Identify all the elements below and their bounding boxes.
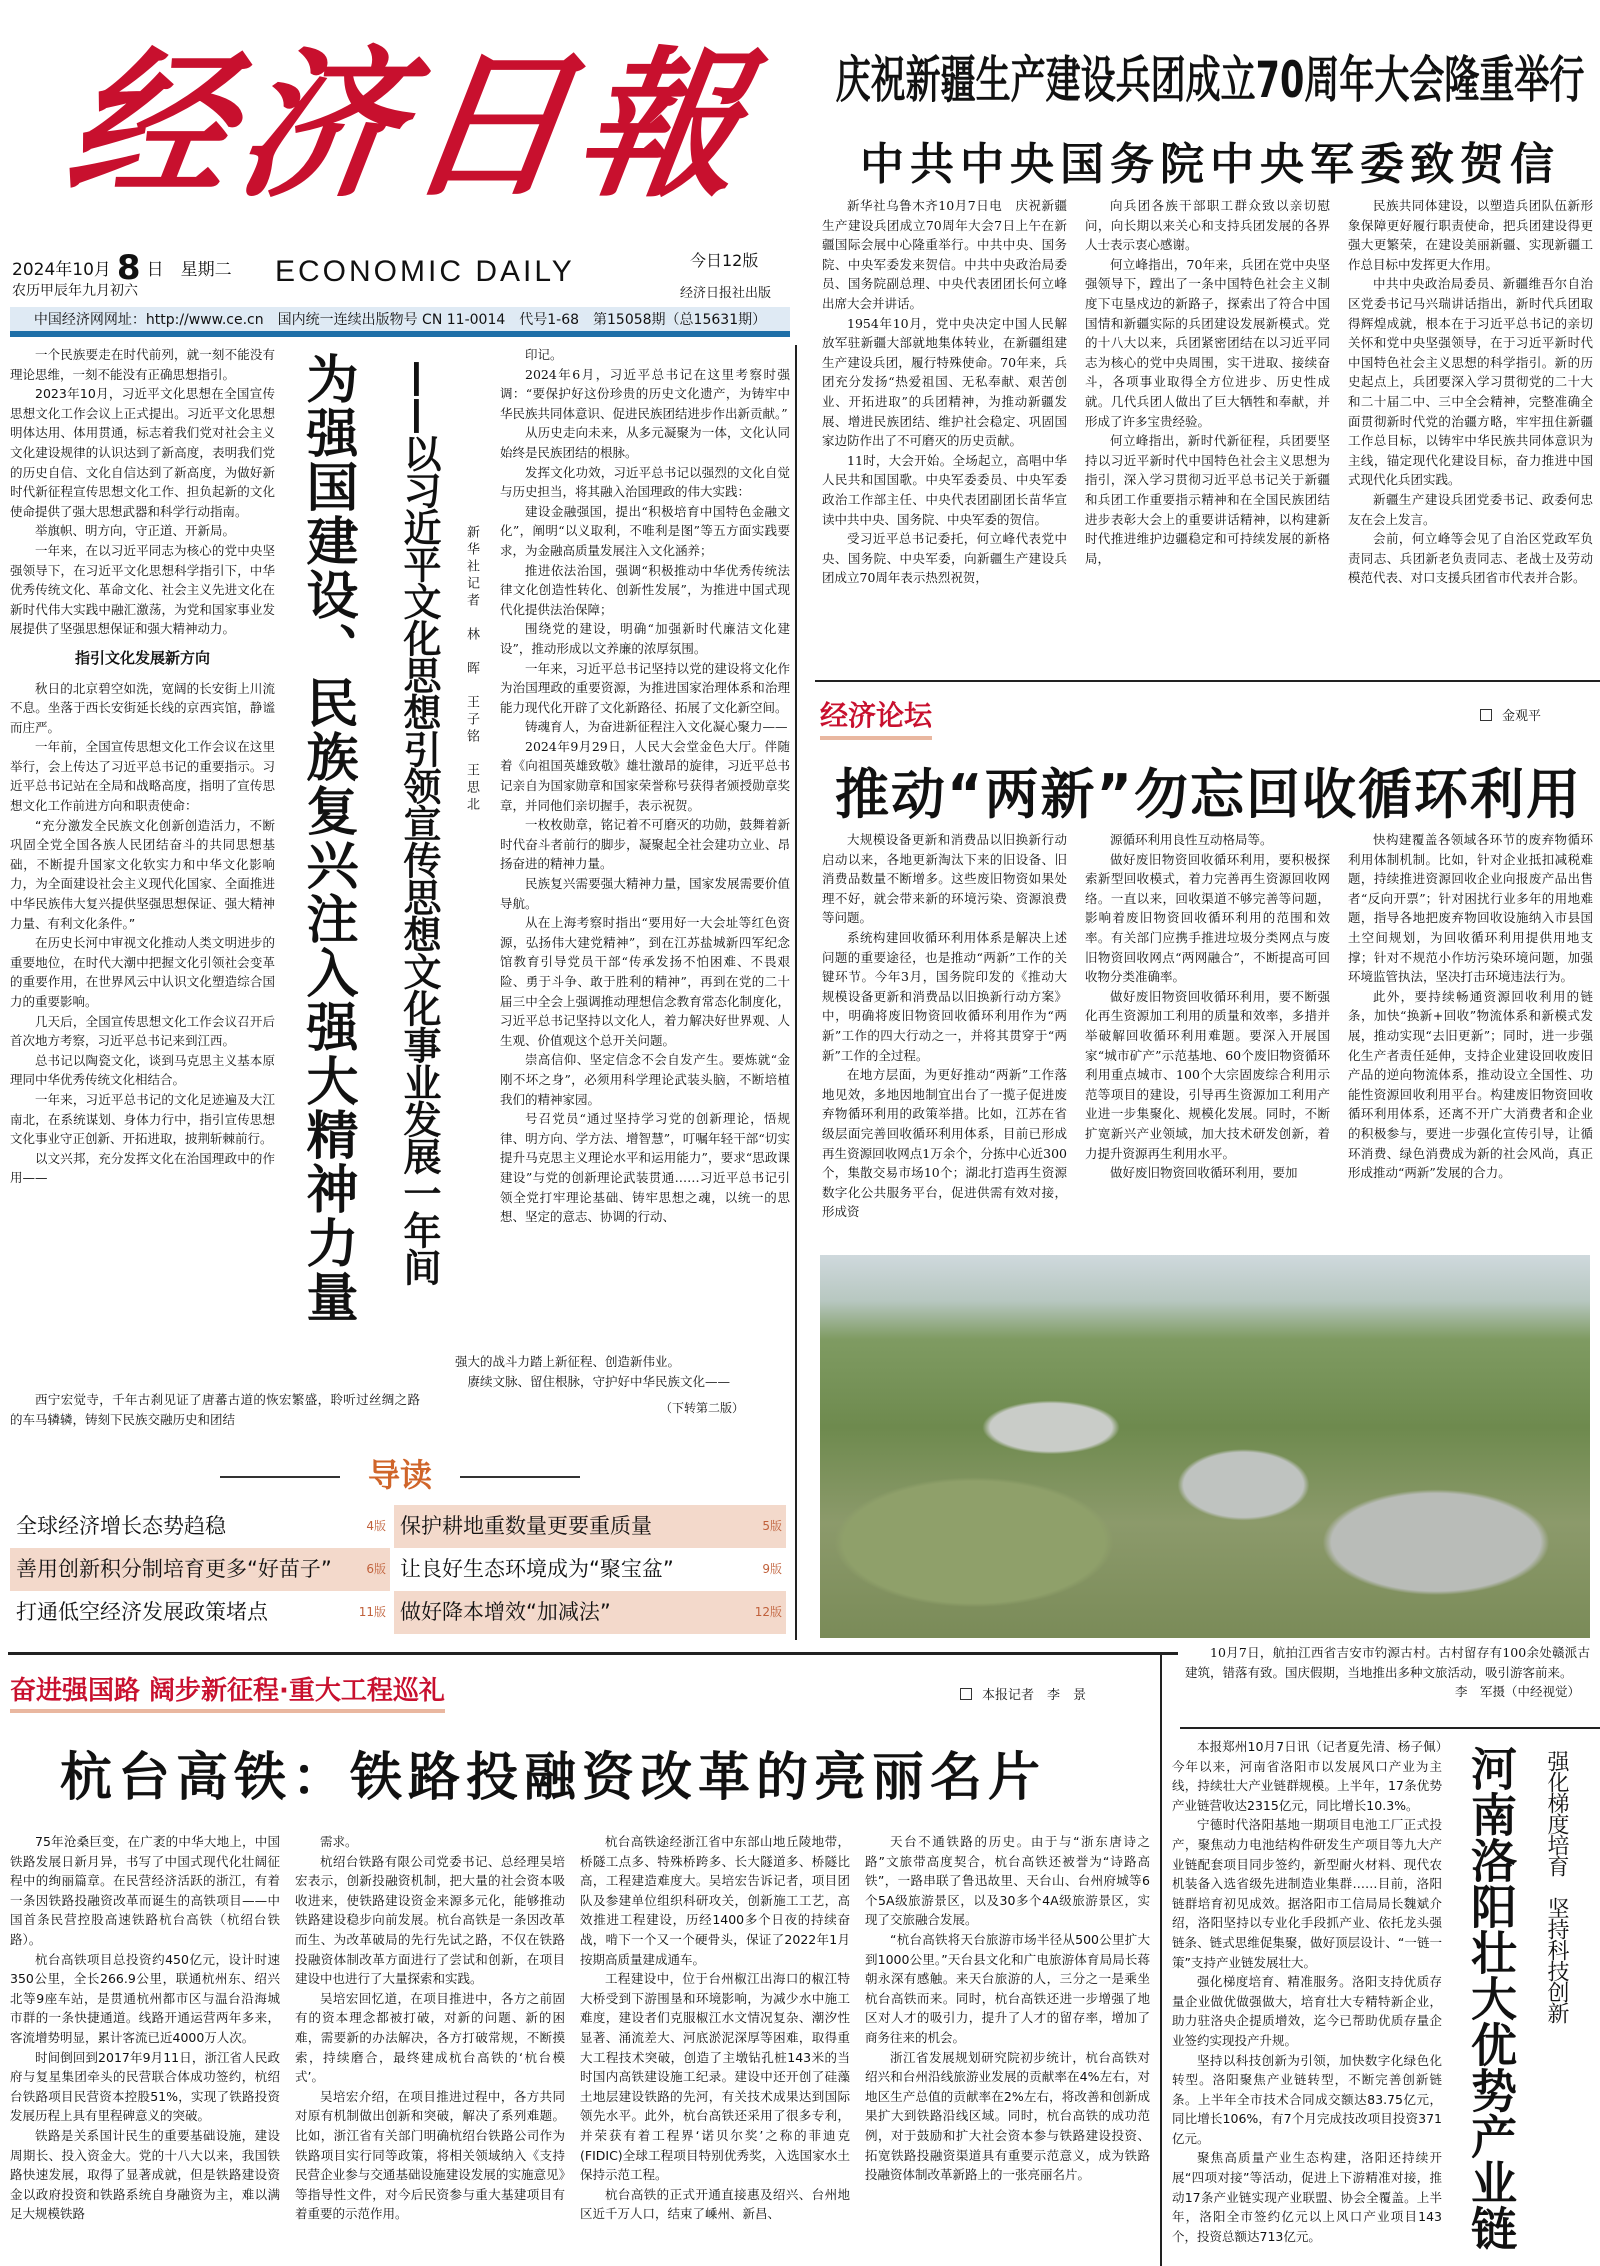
paragraph: 从在上海考察时指出“要用好一大会址等红色资源，弘扬伟大建党精神”，到在江苏盐城新四军纪念馆教育引导党员干部“传承发扬不怕困难、不畏艰险、勇于斗争、敢于胜利的精神”，再到在党的二十届三中全会上强调推动理想信念教育常态化制度化，习近平总书记坚持以文化人，着力解决好世界观、人生观、价值观这个总开关问题。	[500, 915, 790, 1048]
top-subheadline: 中共中央国务院中央军委致贺信	[860, 139, 1560, 190]
guide-item-page: 5版	[762, 1519, 782, 1533]
paragraph: 做好废旧物资回收循环利用，要积极探索新型回收模式，着力完善再生资源回收网络。一直以来，回收渠道不够完善等问题，影响着废旧物资回收循环利用的范围和效率。有关部门应携手推进垃圾分类网点与废旧物资回收网点“两网融合”，不断提高可回收物分类准确率。	[1085, 851, 1330, 985]
paragraph: 聚焦高质量产业生态构建，洛阳还持续开展“四项对接”等活动，促进上下游精准对接，推动17条产业链实现产业联盟、协会全覆盖。上半年，洛阳全市签约亿元以上风口产业项目143个，投资总额达713亿元。	[1172, 2150, 1442, 2244]
lead-byline: 新华社记者 林 晖 王子铭 王思北	[464, 525, 479, 814]
paragraph: 一个民族要走在时代前列，就一刻不能没有理论思维，一刻不能没有正确思想指引。	[10, 347, 275, 382]
paragraph: 铸魂育人，为奋进新征程注入文化凝心聚力——	[525, 719, 788, 735]
paragraph: 几天后，全国宣传思想文化工作会议召开后首次地方考察，习近平总书记来到江西。	[10, 1013, 275, 1049]
paragraph: 会前，何立峰等会见了自治区党政军负责同志、兵团新老负责同志、老战士及劳动模范代表、对口支援兵团省市代表并合影。	[1348, 531, 1593, 586]
rail-headline: 杭台高铁：铁路投融资改革的亮丽名片	[60, 1747, 1047, 1808]
paragraph: 一年来，习近平总书记坚持以党的建设将文化作为治国理政的重要资源，为推进国家治理体系和治理能力现代化开辟了文化新路径、拓展了文化新空间。	[500, 660, 790, 715]
column-divider	[1160, 1655, 1162, 2266]
paragraph: 围绕党的建设，明确“加强新时代廉洁文化建设”，推动形成以文养廉的浓厚氛围。	[500, 621, 790, 656]
paragraph: 坚持以科技创新为引领，加快数字化绿色化转型。洛阳聚焦产业链转型，不断完善创新链条。上半年全市技术合同成交额达83.75亿元，同比增长106%，有7个月完成技改项目投资371亿元。	[1172, 2052, 1442, 2146]
paragraph: 杭绍台铁路有限公司党委书记、总经理吴培宏表示，创新投融资机制，把大量的社会资本吸收进来，使铁路建设资金来源多元化，能够推动铁路建设稳步向前发展。杭台高铁是一条因改革而生、为改革破局的先行先试之路，不仅在铁路投融资体制改革方面进行了尝试和创新，在项目建设中也进行了大量探索和实践。	[295, 1853, 565, 1987]
rail-byline	[960, 1684, 1086, 1703]
paragraph: “充分激发全民族文化创新创造活力，不断巩固全党全国各族人民团结奋斗的共同思想基础，不断提升国家文化软实力和中华文化影响力，为全面建设社会主义现代化国家、全面推进中华民族伟大复兴提供坚强思想保证、强大精神力量、有利文化条件。”	[10, 817, 275, 931]
guide-item[interactable]	[394, 1591, 786, 1634]
paragraph: 在历史长河中审视文化推动人类文明进步的重要地位，在时代大潮中把握文化引领社会变革的重要作用，在世界风云中认识文化塑造综合国力的重要影响。	[10, 935, 275, 1009]
paragraph: 一枚枚勋章，铭记着不可磨灭的功勋，鼓舞着新时代奋斗者前行的脚步，凝聚起全社会建功立业、昂扬奋进的精神力量。	[500, 817, 790, 872]
date-day: 8	[116, 248, 141, 288]
luoyang-subtitle: 强化梯度培育 坚持科技创新	[1544, 1750, 1569, 2023]
guide-item-page: 9版	[762, 1562, 782, 1576]
paragraph: 民族复兴需要强大精神力量，国家发展需要价值导航。	[500, 876, 790, 911]
paragraph: 宁德时代洛阳基地一期项目电池工厂正式投产，聚焦动力电池结构件研发生产项目等九大产业链配套项目同步签约，新型耐火材料、现代农机装备入选省级先进制造业集群……目前，洛阳链群培育初见成效。据洛阳市工信局局长魏斌介绍，洛阳坚持以专业化手段抓产业、依托龙头强链条、链式思维促集聚，做好顶层设计、“一链一策”支持产业链发展壮大。	[1172, 1817, 1442, 1970]
continued-link[interactable]: （下转第二版）	[660, 1401, 745, 1415]
paragraph: 向兵团各族干部职工群众致以亲切慰问，向长期以来关心和支持兵团发展的各界人士表示衷心感谢。	[1085, 198, 1330, 253]
rail-col-3	[580, 1832, 850, 2262]
paragraph: 11时，大会开始。全场起立，高唱中华人民共和国国歌。中央军委委员、中央军委政治工作部主任、中央代表团副团长苗华宣读中共中央、国务院、中央军委的贺信。	[822, 452, 1067, 527]
guide-item-page: 12版	[754, 1605, 782, 1619]
section-divider	[8, 1652, 1178, 1655]
guide-item-page: 6版	[366, 1562, 386, 1576]
top-col-2	[1085, 196, 1330, 666]
lead-col-1b	[10, 679, 275, 1188]
lead-subtitle: ——以习近平文化思想引领宣传思想文化事业发展一年间	[397, 360, 441, 1285]
paragraph: 2024年6月，习近平总书记在这里考察时强调：“要保护好这份珍贵的历史文化遗产，为铸牢中华民族共同体意识、促进民族团结进步作出新贡献。”	[500, 366, 790, 421]
paragraph: 工程建设中，位于台州椒江出海口的椒江特大桥受到下游围垦和环境影响，为减少水中施工难度，建设者们克服椒江水文情况复杂、潮汐性显著、涌流差大、河底淤泥深厚等困难，取得重大工程技术突破，创造了主墩钻孔桩143米的当时国内高铁建设施工纪录。建设中还开创了硅藻土地层建设铁路的先河，有关技术成果达到国际领先水平。此外，杭台高铁还采用了很多专利，并荣获有着工程界‘诺贝尔奖’之称的菲迪克(FIDIC)全球工程项目特别优秀奖，入选国家水土保持示范工程。	[580, 1971, 850, 2183]
paragraph: 铁路是关系国计民生的重要基础设施，建设周期长、投入资金大。党的十八大以来，我国铁路快速发展，取得了显著成就，但是铁路建设资金以政府投资和铁路系统自身融资为主，难以满足大规模铁路	[10, 2127, 280, 2222]
tail-line-1: 强大的战斗力踏上新征程、创造新伟业。	[455, 1354, 681, 1369]
paragraph: 源循环利用良性互动格局等。	[1110, 832, 1273, 847]
paragraph: 做好废旧物资回收循环利用，要加	[1110, 1165, 1298, 1181]
lead-col-1a	[10, 345, 275, 639]
column-divider	[795, 345, 797, 1640]
paragraph: 天台不通铁路的历史。由于与“浙东唐诗之路”文旅带高度契合，杭台高铁还被誉为“诗路高铁”，一路串联了鲁迅故里、天台山、台州府城等6个5A级旅游景区，以及30多个4A级旅游景区，实现了交旅融合发展。	[865, 1834, 1150, 1928]
paragraph: 本报郑州10月7日讯（记者夏先清、杨子佩）今年以来，河南省洛阳市以发展风口产业为主线，持续壮大产业链群规模。上半年，17条优势产业链营收达2315亿元，同比增长10.3%。	[1172, 1739, 1442, 1813]
photo-caption	[1185, 1643, 1590, 1723]
paragraph: 2024年9月29日，人民大会堂金色大厅。伴随着《向祖国英雄致敬》雄壮激昂的旋律，习近平总书记亲自为国家勋章和国家荣誉称号获得者颁授勋章奖章，并同他们亲切握手，表示祝贺。	[500, 738, 790, 813]
guide-item-page: 4版	[366, 1519, 386, 1533]
paragraph: 杭台高铁途经浙江省中东部山地丘陵地带，桥隧工点多、特殊桥跨多、长大隧道多、桥隧比高，工程建造难度大。吴培宏告诉记者，项目团队及参建单位组织科研攻关，创新施工工艺，高效推进工程建设，历经1400多个日夜的持续奋战，啃下一个又一个硬骨头，保证了2022年1月按期高质量建成通车。	[580, 1834, 850, 1967]
guide-item-label: 让良好生态环境成为“聚宝盆”	[400, 1557, 674, 1581]
forum-kicker: 经济论坛	[820, 694, 932, 740]
luoyang-headline: 河南洛阳壮大优势产业链	[1464, 1745, 1518, 2251]
rail-col-1	[10, 1832, 280, 2262]
rail-col-4	[865, 1832, 1150, 2262]
paragraph: 杭台高铁的正式开通直接惠及绍兴、台州地区近千万人口，结束了嵊州、新昌、	[580, 2186, 850, 2222]
rail-kicker: 奋进强国路 阔步新征程·重大工程巡礼	[10, 1670, 445, 1713]
lead-tail-text: 西宁宏觉寺，千年古刹见证了唐蕃古道的恢宏繁盛，聆听过丝绸之路的车马辚辚，铸刻下民族交融历史和团结	[10, 1392, 420, 1427]
paragraph: 系统构建回收循环利用体系是解决上述问题的重要途径，也是推动“两新”工作的关键环节。今年3月，国务院印发的《推动大规模设备更新和消费品以旧换新行动方案》中，明确将废旧物资回收循环利用作为“两新”工作的四大行动之一，并将其贯穿于“两新”工作的全过程。	[822, 929, 1067, 1063]
paragraph: 做好废旧物资回收循环利用，要不断强化再生资源加工利用的质量和效率，多措并举破解回收循环利用难题。要深入开展国家“城市矿产”示范基地、60个废旧物资循环利用重点城市、100个大宗固废综合利用示范等项目的建设，引导再生资源加工利用产业进一步集聚化、规模化发展。同时，不断扩宽新兴产业领域，加大技术研发创新，着力提升资源再生利用水平。	[1085, 988, 1330, 1161]
paragraph: 何立峰指出，新时代新征程，兵团要坚持以习近平新时代中国特色社会主义思想为指引，深入学习贯彻习近平总书记关于新疆和兵团工作重要指示精神和在全国民族团结进步表彰大会上的重要讲话精神，以构建新时代推进维护边疆稳定和可持续发展的新格局，	[1085, 433, 1330, 566]
info-bar: 中国经济网网址：http://www.ce.cn 国内统一连续出版物号 CN 11-0014 代号1-68 第15058期（总15631期）	[10, 307, 790, 337]
lead-col-2	[500, 345, 790, 1345]
forum-col-3	[1348, 830, 1593, 1248]
paragraph: 何立峰指出，70年来，兵团在党中央坚强领导下，蹚出了一条中国特色社会主义制度下屯垦戍边的新路子，探索出了符合中国国情和新疆实际的兵团建设发展新模式。党的十八大以来，兵团紧密团结在以习近平同志为核心的党中央周围，实干进取、接续奋斗，各项事业取得全方位进步、历史性成就。几代兵团人做出了巨大牺牲和奉献，并形成了许多宝贵经验。	[1085, 256, 1330, 429]
square-icon	[1480, 709, 1492, 721]
paragraph: 建设金融强国，提出“积极培育中国特色金融文化”，阐明“以义取利，不唯利是图”等五方面实践要求，为金融高质量发展注入文化涵养；	[500, 503, 790, 558]
page-count: 今日12版	[690, 251, 759, 270]
paragraph: 号召党员“通过坚持学习党的创新理论，悟规律、明方向、学方法、增智慧”，叮嘱年轻干部“切实提升马克思主义理论水平和运用能力”，要求“思政课建设”与党的创新理论武装贯通……习近平总书记引领全党打牢理论基础、铸牢思想之魂，以统一的思想、坚定的意志、协调的行动、	[500, 1111, 790, 1225]
paragraph: “杭台高铁将天台旅游市场半径从500公里扩大到1000公里。”天台县文化和广电旅游体育局局长蒋朝永深有感触。来天台旅游的人，三分之一是乘坐杭台高铁而来。同时，杭台高铁还进一步增强了地区对人才的吸引力，提升了人才的留存率，增加了商务往来的机会。	[865, 1931, 1150, 2045]
paragraph: 在地方层面，为更好推动“两新”工作落地见效，多地因地制宜出台了一揽子促进废弃物循环利用的政策举措。比如，江苏在省级层面完善回收循环利用体系，目前已形成再生资源回收网点1万余个，分拣中心近300个，集散交易市场10个；湖北打造再生资源数字化公共服务平台，促进供需有效对接，形成资	[822, 1067, 1067, 1220]
forum-author	[1480, 705, 1541, 724]
paragraph: 需求。	[320, 1834, 358, 1849]
guide-item-label: 保护耕地重数量更要重质量	[400, 1514, 652, 1538]
paragraph: 强化梯度培育、精准服务。洛阳支持优质存量企业做优做强做大，培育壮大专精特新企业，助力驻洛央企提质增效，迄今已帮助优质存量企业签约实现投产升规。	[1172, 1974, 1442, 2048]
guide-item-label: 打通低空经济发展政策堵点	[16, 1600, 268, 1624]
paragraph: 发挥文化功效，习近平总书记以强烈的文化自觉与历史担当，将其融入治国理政的伟大实践：	[500, 464, 790, 500]
guide-item[interactable]	[394, 1505, 786, 1548]
paragraph: 总书记以陶瓷文化，谈到马克思主义基本原理同中华优秀传统文化相结合。	[10, 1052, 275, 1088]
photo-ancient-village	[820, 1255, 1590, 1638]
section-divider	[1180, 1727, 1600, 1729]
paragraph: 浙江省发展规划研究院初步统计，杭台高铁对绍兴和台州沿线旅游业发展的贡献率在4%左右，对地区生产总值的贡献率在2%左右，将改善和创新成果扩大到铁路沿线区域。同时，杭台高铁的成功范例，对于鼓励和扩大社会资本参与铁路建设投资、拓宽铁路投融资渠道具有重要示范意义，成为铁路投融资体制改革新路上的一张亮丽名片。	[865, 2049, 1150, 2183]
guide-item[interactable]	[394, 1548, 786, 1591]
paragraph: 秋日的北京碧空如洗，宽阔的长安街上川流不息。坐落于西长安街延长线的京西宾馆，静谧而庄严。	[10, 680, 275, 735]
square-icon	[960, 1688, 972, 1700]
paragraph: 以文兴邦，充分发挥文化在治国理政中的作用——	[10, 1150, 275, 1186]
english-title: ECONOMIC DAILY	[275, 255, 575, 288]
paragraph: 吴培宏回忆道，在项目推进中，各方之前固有的资本理念都被打破，对新的问题、新的困难，需要新的办法解决，各方打破常规，不断摸索，持续磨合，最终建成杭台高铁的‘杭台模式’。	[295, 1990, 565, 2085]
tail-line-2: 赓续文脉、留住根脉，守护好中华民族文化——	[467, 1373, 731, 1389]
lead-tail-2	[430, 1352, 790, 1394]
paragraph: 吴培宏介绍，在项目推进过程中，各方共同对原有机制做出创新和突破，解决了系列难题。比如，浙江省有关部门明确杭绍台铁路公司作为铁路项目实行同等政策，将相关领域纳入《支持民营企业参与交通基础设施建设发展的实施意见》等指导性文件，对今后民资参与重大基建项目有着重要的示范作用。	[295, 2088, 565, 2222]
photo-credit: 李 军摄（中经视觉）	[1454, 1684, 1580, 1700]
guide-item-label: 全球经济增长态势趋稳	[16, 1514, 226, 1538]
reporter: 本报记者 李 景	[982, 1688, 1087, 1703]
paragraph: 印记。	[525, 347, 563, 362]
lead-headline: 为强国建设、民族复兴注入强大精神力量	[297, 352, 357, 1324]
guide-item[interactable]	[10, 1591, 390, 1634]
date-prefix: 2024年10月	[12, 260, 111, 280]
paragraph: 从历史走向未来，从多元凝聚为一体，文化认同始终是民族团结的根脉。	[500, 425, 790, 460]
guide-title: 导读	[10, 1450, 790, 1496]
lunar-date: 农历甲辰年九月初六	[12, 283, 138, 299]
author-name: 金观平	[1502, 709, 1542, 724]
paragraph: 举旗帜、明方向，守正道、开新局。	[35, 523, 236, 539]
lead-tail	[10, 1390, 420, 1432]
guide-item-label: 善用创新积分制培育更多“好苗子”	[16, 1557, 332, 1581]
paragraph: 2023年10月，习近平文化思想在全国宣传思想文化工作会议上正式提出。习近平文化思想明体达用、体用贯通，标志着我们党对社会主义文化建设规律的认识达到了新高度，表明我们党的历史自信、文化自信达到了新高度，为做好新时代新征程宣传思想文化工作、担负起新的文化使命提供了强大思想武器和科学行动指南。	[10, 386, 275, 519]
date-suffix: 日 星期二	[146, 260, 232, 280]
top-headline: 庆祝新疆生产建设兵团成立70周年大会隆重举行	[835, 51, 1585, 109]
divider	[815, 680, 1600, 682]
paragraph: 一年来，在以习近平同志为核心的党中央坚强领导下，在习近平文化思想科学指引下，中华优秀传统文化、革命文化、社会主义先进文化在新时代伟大实践中融汇激荡，为党和国家事业发展提供了坚强思想保证和强大精神动力。	[10, 542, 275, 637]
lead-col-1	[10, 345, 275, 1383]
guide-item-page: 11版	[358, 1605, 386, 1619]
forum-col-2	[1085, 830, 1330, 1248]
paragraph: 崇高信仰、坚定信念不会自发产生。要炼就“金刚不坏之身”，必须用科学理论武装头脑，不断培植我们的精神家园。	[500, 1052, 790, 1107]
forum-headline: 推动“两新”勿忘回收循环利用	[835, 763, 1582, 826]
paragraph: 民族共同体建设，以塑造兵团队伍新形象保障更好履行职责使命，把兵团建设得更强大更繁荣，在建设美丽新疆、实现新疆工作总目标中发挥更大作用。	[1348, 198, 1593, 272]
paragraph: 推进依法治国，强调“积极推动中华优秀传统法律文化创造性转化、创新性发展”，为推进中国式现代化提供法治保障；	[500, 562, 790, 617]
paragraph: 受习近平总书记委托，何立峰代表党中央、国务院、中央军委，向新疆生产建设兵团成立70周年表示热烈祝贺，	[822, 531, 1067, 586]
paragraph: 此外，要持续畅通资源回收利用的链条，加快“换新+回收”物流体系和新模式发展，推动实现“去旧更新”；同时，进一步强化生产者责任延伸，支持企业建设回收废旧产品的逆向物流体系，推动设立全国性、功能性资源回收利用平台。构建废旧物资回收循环利用体系，还离不开广大消费者和企业的积极参与，要进一步强化宣传引导，让循环消费、绿色消费成为新的社会风尚，真正形成推动“两新”发展的合力。	[1348, 988, 1593, 1181]
lead-subhead: 指引文化发展新方向	[74, 648, 210, 667]
paragraph: 75年沧桑巨变，在广袤的中华大地上，中国铁路发展日新月异，书写了中国式现代化壮阔征程中的绚丽篇章。在民营经济活跃的浙江，有着一条因铁路投融资改革而诞生的高铁项目——中国首条民营控股高速铁路杭台高铁（杭绍台铁路）。	[10, 1834, 280, 1947]
paragraph: 时间倒回到2017年9月11日，浙江省人民政府与复星集团牵头的民营联合体成功签约，杭绍台铁路项目民营资本控股51%，实现了铁路投资发展历程上具有里程碑意义的突破。	[10, 2049, 280, 2124]
caption-text: 10月7日，航拍江西省吉安市钓源古村。古村留存有100余处赣派古建筑，错落有致。国庆假期，当地推出多种文旅活动，吸引游客前来。	[1185, 1645, 1590, 1680]
top-col-1	[822, 196, 1067, 666]
paragraph: 快构建覆盖各领域各环节的废弃物循环利用体制机制。比如，针对企业抵扣减税难题，持续推进资源回收企业向报废产品出售者“反向开票”；针对困扰行业多年的用地难题，指导各地把废弃物回收设施纳入市县国土空间规划，为回收循环利用提供用地支撑；针对不规范小作坊污染环境问题，加强环境监管执法，坚决打击环境违法行为。	[1348, 832, 1593, 985]
top-col-3	[1348, 196, 1593, 666]
guide-item-label: 做好降本增效“加减法”	[400, 1600, 611, 1624]
paragraph: 1954年10月，党中央决定中国人民解放军驻新疆大部就地集体转业，在新疆组建生产建设兵团，履行特殊使命。70年来，兵团充分发扬“热爱祖国、无私奉献、艰苦创业、开拓进取”的兵团精神，为推动新疆发展、增进民族团结、维护社会稳定、巩固国家边防作出了不可磨灭的历史贡献。	[822, 315, 1067, 449]
paragraph: 大规模设备更新和消费品以旧换新行动启动以来，各地更新淘汰下来的旧设备、旧消费品数量不断增多。这些废旧物资如果处理不好，就会带来新的环境污染、资源浪费等问题。	[822, 832, 1067, 926]
publisher: 经济日报社出版	[680, 286, 772, 301]
rail-col-2	[295, 1832, 565, 2262]
paragraph: 一年来，习近平总书记的文化足迹遍及大江南北，在系统谋划、身体力行中，指引宣传思想文化事业守正创新、开拓进取，披荆斩棘前行。	[10, 1091, 275, 1147]
guide-item[interactable]	[10, 1505, 390, 1548]
luoyang-col	[1172, 1737, 1442, 2262]
paragraph: 一年前，全国宣传思想文化工作会议在这里举行，会上传达了习近平总书记的重要指示。习近平总书记站在全局和战略高度，指明了宣传思想文化工作前进方向和职责使命：	[10, 739, 275, 814]
paragraph: 杭台高铁项目总投资约450亿元，设计时速350公里，全长266.9公里，联通杭州东、绍兴北等9座车站，是贯通杭州都市区与温台沿海城市群的一条快捷通道。线路开通运营两年多来，客流增势明显，累计客流已近4000万人次。	[10, 1951, 280, 2045]
guide-item[interactable]	[10, 1548, 390, 1591]
paragraph: 新疆生产建设兵团党委书记、政委何忠友在会上发言。	[1348, 491, 1593, 527]
masthead-logo: 经济日報	[56, 31, 764, 219]
paragraph: 新华社乌鲁木齐10月7日电 庆祝新疆生产建设兵团成立70周年大会7日上午在新疆国际会展中心隆重举行。中共中央、国务院、中央军委发来贺信。中共中央政治局委员、国务院副总理、中央代表团团长何立峰出席大会并讲话。	[822, 198, 1067, 311]
forum-col-1	[822, 830, 1067, 1248]
paragraph: 中共中央政治局委员、新疆维吾尔自治区党委书记马兴瑞讲话指出，新时代兵团取得辉煌成就，根本在于习近平总书记的亲切关怀和党中央坚强领导，在于习近平新时代中国特色社会主义思想的科学指引。新的历史起点上，兵团要深入学习贯彻党的二十大和二十届二中、三中全会精神，完整准确全面贯彻新时代党的治疆方略，牢牢扭住新疆工作总目标，以铸牢中华民族共同体意识为主线，锚定现代化建设目标，奋力推进中国式现代化兵团实践。	[1348, 276, 1593, 488]
